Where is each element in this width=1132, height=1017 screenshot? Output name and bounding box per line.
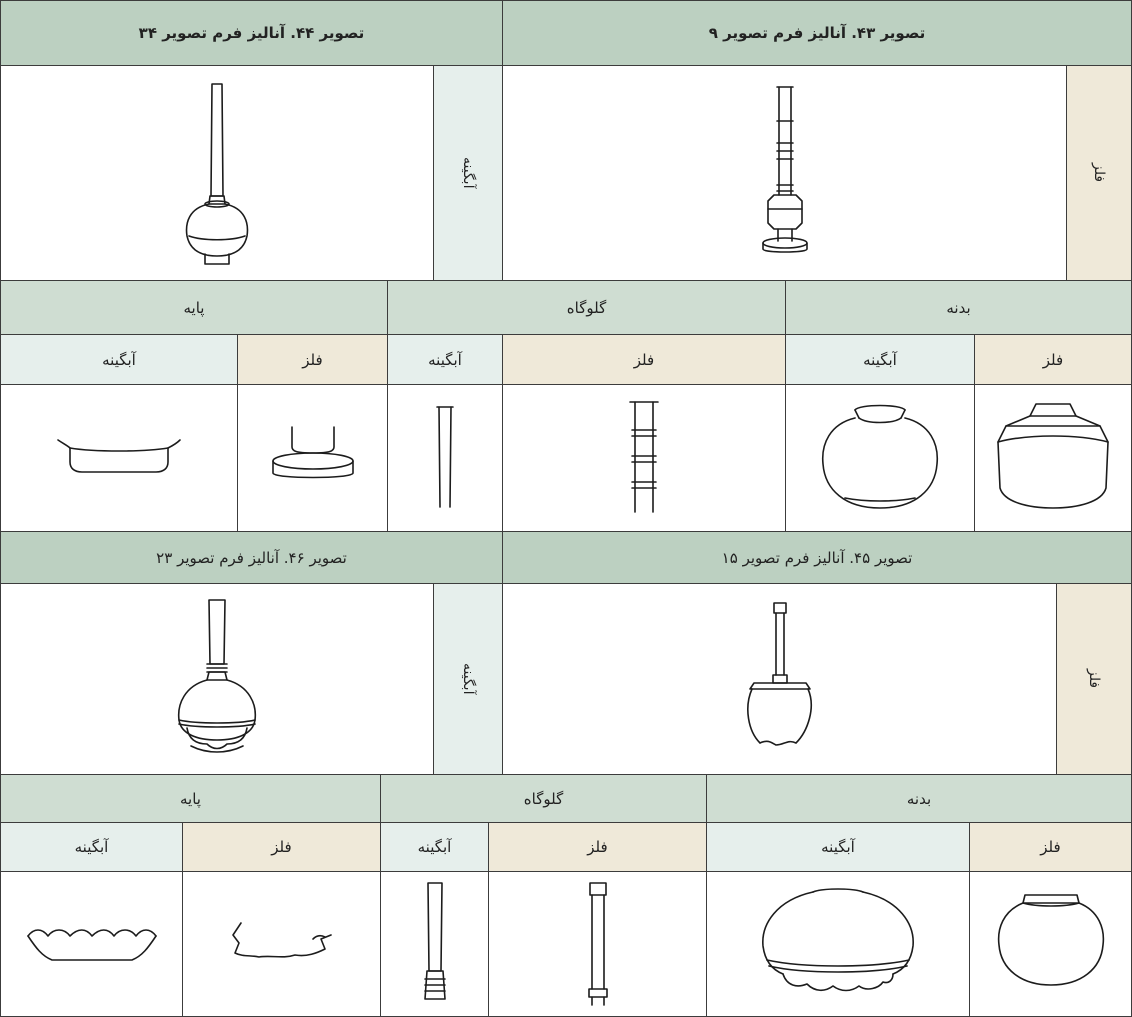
glass-vessel-drawing-icon <box>0 583 434 775</box>
side-label-glass-text: آبگینه <box>460 157 476 189</box>
sub-neck-glass-text: آبگینه <box>417 838 452 856</box>
sub-neck-metal <box>502 334 786 385</box>
section-neck-text: گلوگاه <box>523 789 564 808</box>
side-label-metal <box>1056 583 1132 775</box>
sub-base-metal-text: فلز <box>271 838 292 856</box>
side-label-glass <box>433 65 503 281</box>
sub-neck-metal-text: فلز <box>633 350 655 369</box>
base-drawing-icon <box>0 871 183 1017</box>
section-body-text: بدنه <box>906 789 932 808</box>
sub-body-glass <box>706 822 970 872</box>
section-neck-text: گلوگاه <box>566 298 607 317</box>
side-label-glass-text: آبگینه <box>460 663 476 695</box>
neck-drawing-icon <box>502 384 786 532</box>
figure-46-title <box>0 531 503 584</box>
figure-45-title-text: تصویر ۴۵. آنالیز فرم تصویر ۱۵ <box>721 548 913 567</box>
figure-44-title <box>0 0 503 66</box>
sub-body-glass <box>785 334 975 385</box>
neck-drawing-icon <box>380 871 489 1017</box>
metal-vessel-drawing-icon <box>502 583 1057 775</box>
sub-base-metal <box>237 334 388 385</box>
metal-vessel-drawing-icon <box>502 65 1067 281</box>
sub-body-metal-text: فلز <box>1042 350 1064 369</box>
sub-base-metal-text: فلز <box>302 350 323 369</box>
section-base-text: پایه <box>183 298 205 317</box>
figure-43-title <box>502 0 1132 66</box>
side-label-metal-text: فلز <box>1091 163 1107 183</box>
base-drawing-icon <box>182 871 381 1017</box>
sub-body-glass-text: آبگینه <box>821 838 855 856</box>
sub-base-glass <box>0 822 183 872</box>
sub-neck-glass <box>387 334 503 385</box>
sub-base-glass-text: آبگینه <box>102 350 136 369</box>
body-drawing-icon <box>974 384 1132 532</box>
sub-body-glass-text: آبگینه <box>863 350 897 369</box>
section-base <box>0 280 388 335</box>
side-label-metal <box>1066 65 1132 281</box>
sub-base-glass-text: آبگینه <box>74 838 109 856</box>
sub-base-metal <box>182 822 381 872</box>
body-drawing-icon <box>785 384 975 532</box>
section-body <box>785 280 1132 335</box>
glass-vessel-drawing-icon <box>0 65 434 281</box>
sub-base-glass <box>0 334 238 385</box>
neck-drawing-icon <box>488 871 707 1017</box>
figure-46-title-text: تصویر ۴۶. آنالیز فرم تصویر ۲۳ <box>156 548 347 567</box>
figure-44-title-text: تصویر ۴۴. آنالیز فرم تصویر ۳۴ <box>138 24 365 42</box>
sub-neck-metal-text: فلز <box>587 838 608 856</box>
sub-body-metal <box>974 334 1132 385</box>
section-base <box>0 774 381 823</box>
side-label-glass <box>433 583 503 775</box>
sub-body-metal-text: فلز <box>1040 838 1061 856</box>
figure-45-title <box>502 531 1132 584</box>
figure-43-title-text: تصویر ۴۳. آنالیز فرم تصویر ۹ <box>708 24 926 42</box>
section-body-text: بدنه <box>946 298 971 317</box>
section-base-text: پایه <box>180 789 201 808</box>
base-drawing-icon <box>0 384 238 532</box>
body-drawing-icon <box>969 871 1132 1017</box>
side-label-metal-text: فلز <box>1086 669 1102 689</box>
section-body <box>706 774 1132 823</box>
body-drawing-icon <box>706 871 970 1017</box>
sub-body-metal <box>969 822 1132 872</box>
sub-neck-metal <box>488 822 707 872</box>
section-neck <box>387 280 786 335</box>
base-drawing-icon <box>237 384 388 532</box>
neck-drawing-icon <box>387 384 503 532</box>
sub-neck-glass-text: آبگینه <box>428 350 462 369</box>
sub-neck-glass <box>380 822 489 872</box>
section-neck <box>380 774 707 823</box>
